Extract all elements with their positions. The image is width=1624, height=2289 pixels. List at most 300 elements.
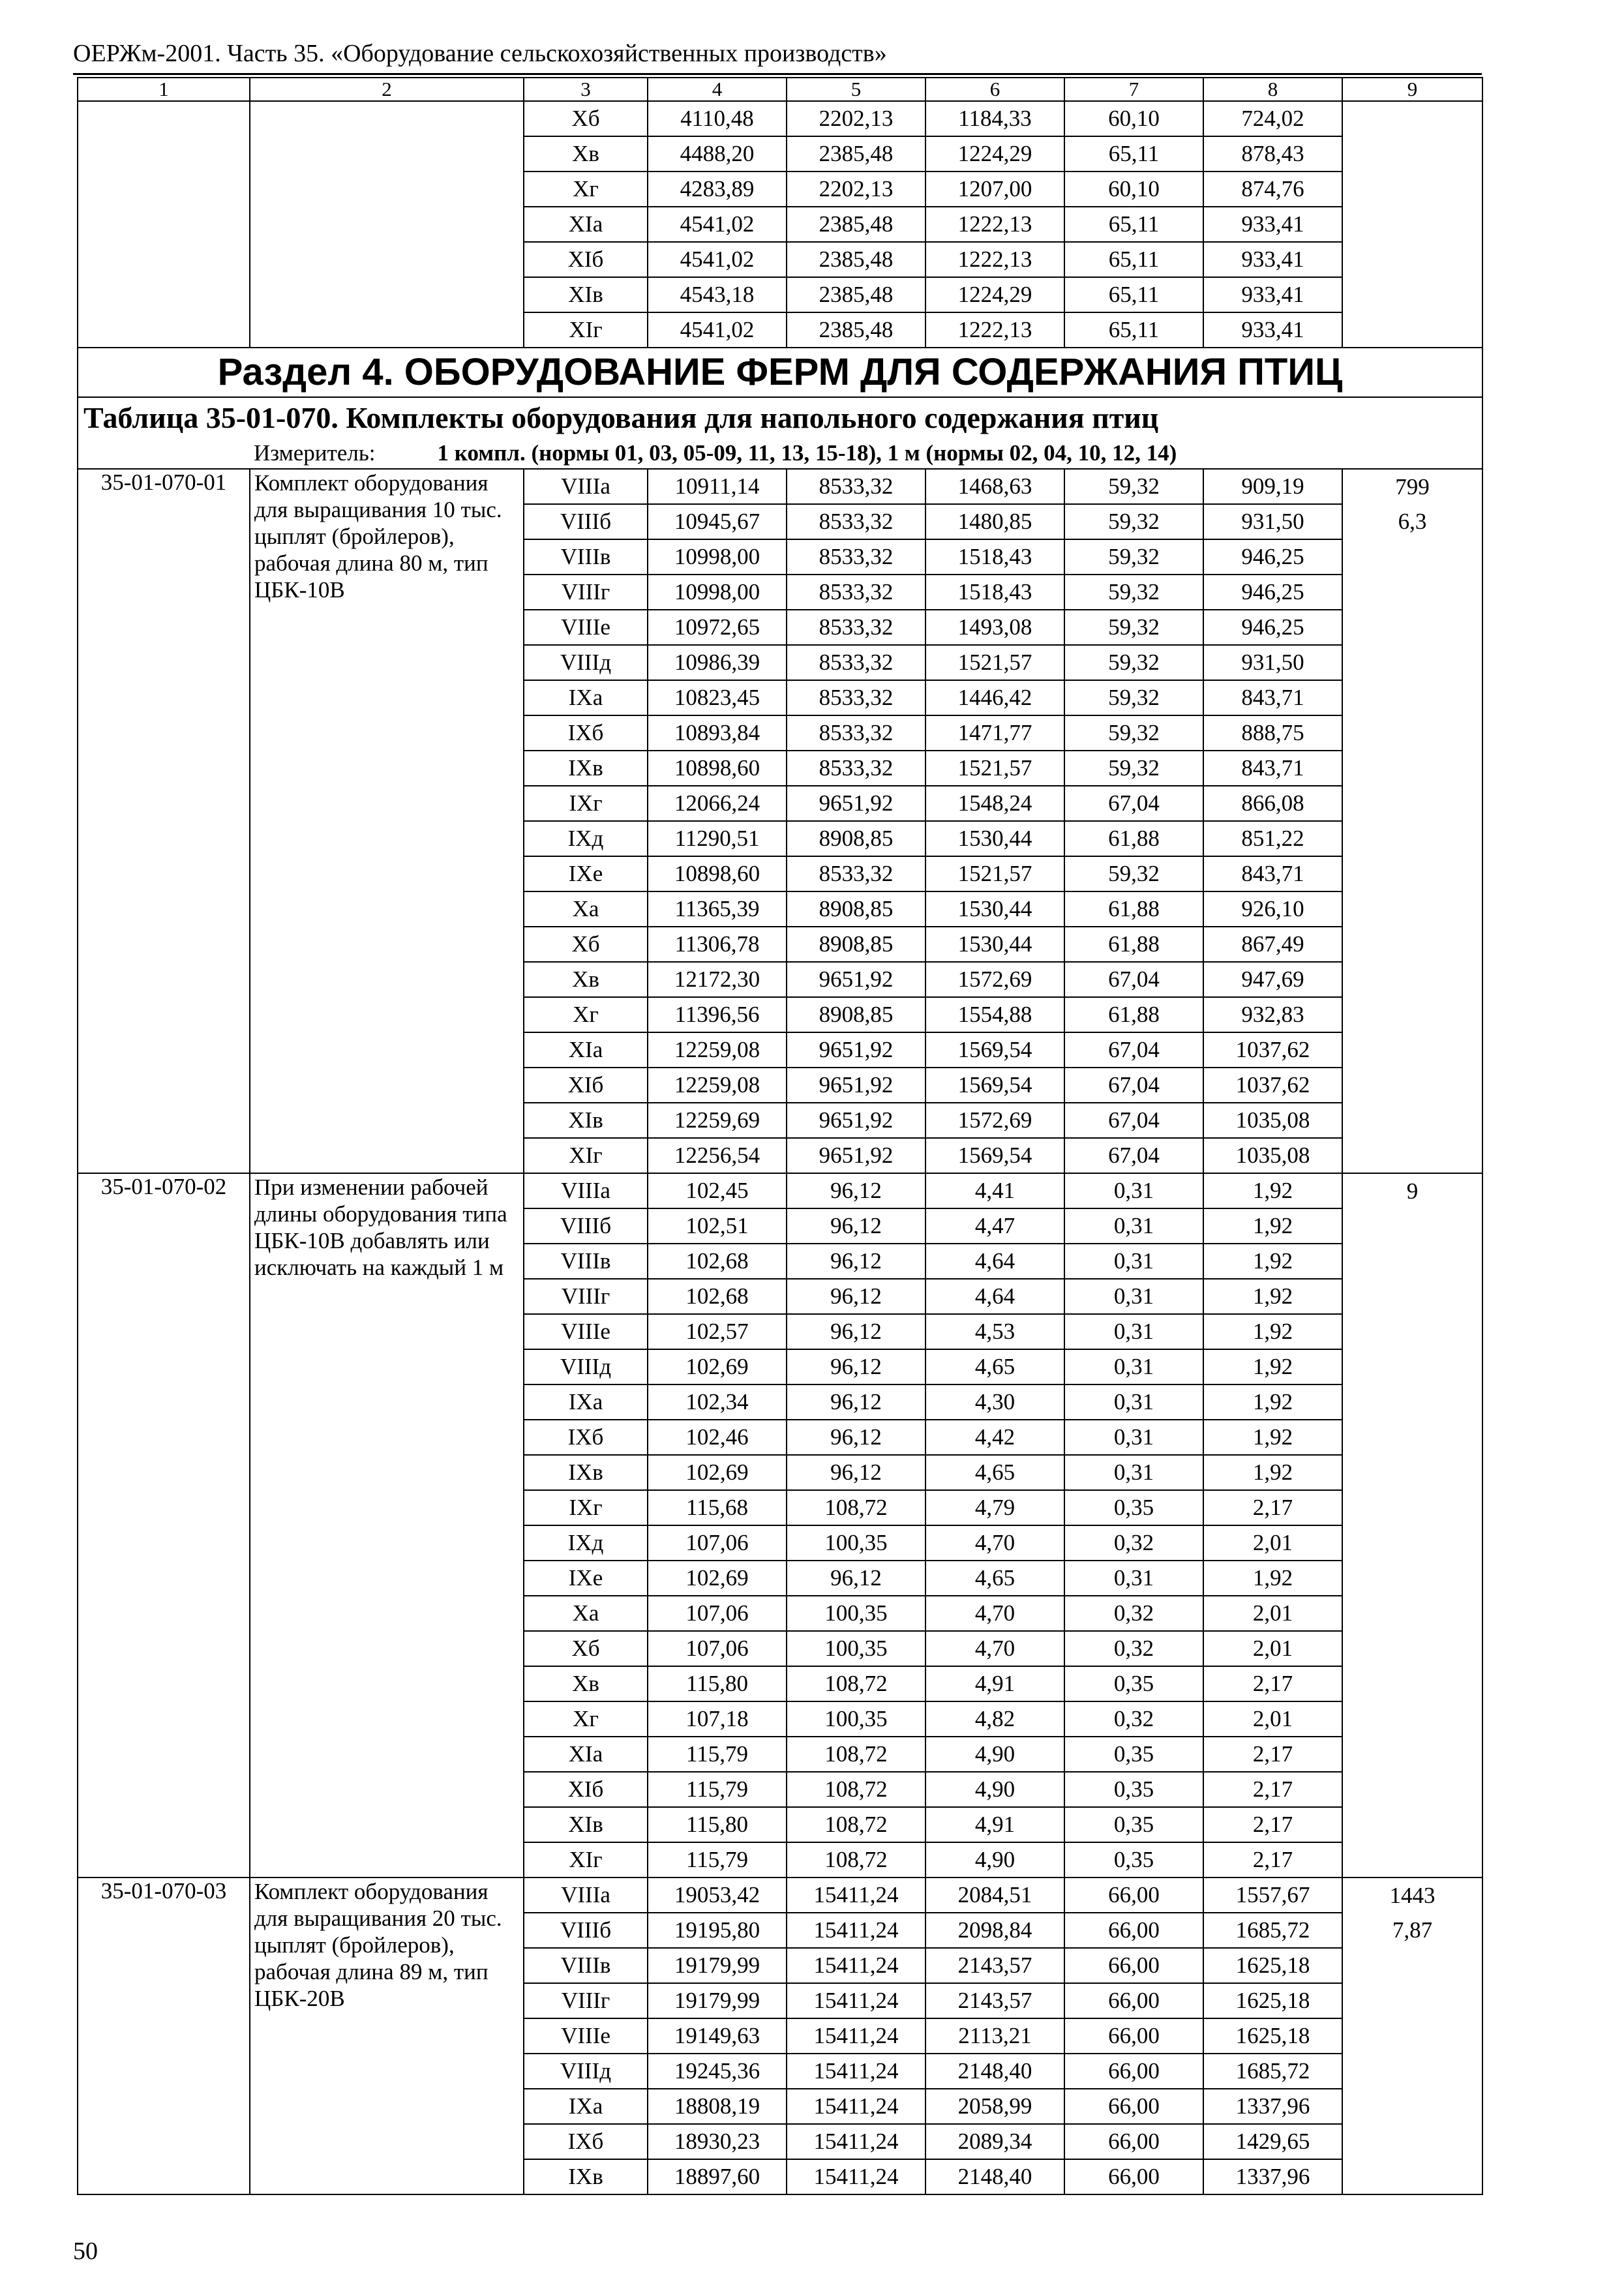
zone-cell: VIIIб [524,1208,648,1244]
value-cell: 0,32 [1064,1596,1203,1631]
zone-cell: ХIг [524,1842,648,1878]
value-cell: 102,46 [648,1420,787,1455]
norm-description: Комплект оборудования для выращивания 10 тыс. цыплят (бройлеров), рабочая длина 80 м, тип ЦБК-10В [250,469,524,1173]
norm-col9 [1342,1173,1482,1878]
table-row [78,101,1482,136]
zone-cell: ХIв [524,277,648,312]
column-number-row [78,78,1482,101]
value-cell: 1572,69 [925,1103,1064,1138]
value-cell: 108,72 [787,1772,925,1807]
value-cell: 1569,54 [925,1138,1064,1173]
value-cell: 108,72 [787,1490,925,1525]
value-cell: 96,12 [787,1349,925,1384]
value-cell: 2,17 [1203,1666,1342,1701]
value-cell: 8533,32 [787,751,925,786]
value-cell: 843,71 [1203,751,1342,786]
value-cell: 59,32 [1064,751,1203,786]
value-cell: 1518,43 [925,575,1064,610]
zone-cell: Хг [524,997,648,1032]
zone-cell: VIIIг [524,575,648,610]
value-cell: 102,69 [648,1561,787,1596]
value-cell: 1,92 [1203,1173,1342,1208]
value-cell: 100,35 [787,1701,925,1737]
value-cell: 4,70 [925,1631,1064,1666]
zone-cell: Хг [524,172,648,207]
column-number: 2 [250,78,524,101]
value-cell: 4,90 [925,1737,1064,1772]
value-cell: 59,32 [1064,539,1203,575]
value-cell: 4,30 [925,1384,1064,1420]
value-cell: 12066,24 [648,786,787,821]
value-cell: 19195,80 [648,1913,787,1948]
value-cell: 15411,24 [787,1878,925,1913]
value-cell: 9651,92 [787,962,925,997]
value-cell: 4541,02 [648,242,787,277]
value-cell: 1521,57 [925,856,1064,891]
zone-cell: Хв [524,962,648,997]
value-cell: 2143,57 [925,1983,1064,2018]
value-cell: 2385,48 [787,207,925,242]
value-cell: 843,71 [1203,856,1342,891]
zone-cell: IХе [524,856,648,891]
value-cell: 19245,36 [648,2054,787,2089]
table-row [78,469,1482,504]
value-cell: 2084,51 [925,1878,1064,1913]
zone-cell: IХа [524,1384,648,1420]
value-cell: 10911,14 [648,469,787,504]
zone-cell: IХб [524,1420,648,1455]
value-cell: 10898,60 [648,751,787,786]
norm-col9 [1342,1878,1482,2194]
value-cell: 67,04 [1064,1032,1203,1068]
zone-cell: IХд [524,821,648,856]
zone-cell: VIIIа [524,1173,648,1208]
value-cell: 1222,13 [925,312,1064,348]
column-number: 4 [648,78,787,101]
value-cell: 10998,00 [648,539,787,575]
value-cell: 1530,44 [925,821,1064,856]
value-cell: 59,32 [1064,575,1203,610]
value-cell: 0,31 [1064,1561,1203,1596]
value-cell: 15411,24 [787,2159,925,2194]
value-cell: 1222,13 [925,207,1064,242]
value-cell: 2202,13 [787,101,925,136]
norm-code: 35-01-070-03 [78,1878,250,2194]
value-cell: 115,79 [648,1842,787,1878]
zone-cell: ХIб [524,242,648,277]
value-cell: 4,42 [925,1420,1064,1455]
zone-cell: Хг [524,1701,648,1737]
value-cell: 1,92 [1203,1420,1342,1455]
value-cell: 932,83 [1203,997,1342,1032]
value-cell: 15411,24 [787,1913,925,1948]
value-cell: 9651,92 [787,1068,925,1103]
value-cell: 878,43 [1203,136,1342,172]
value-cell: 59,32 [1064,680,1203,715]
value-cell: 67,04 [1064,962,1203,997]
value-cell: 874,76 [1203,172,1342,207]
value-cell: 10898,60 [648,856,787,891]
value-cell: 8533,32 [787,715,925,751]
value-cell: 1685,72 [1203,2054,1342,2089]
running-header: ОЕРЖм-2001. Часть 35. «Оборудование сельскохозяйственных производств» [73,40,887,67]
value-cell: 96,12 [787,1208,925,1244]
value-cell: 0,32 [1064,1525,1203,1561]
value-cell: 19179,99 [648,1948,787,1983]
value-cell: 4543,18 [648,277,787,312]
value-cell: 2058,99 [925,2089,1064,2124]
value-cell: 107,06 [648,1631,787,1666]
value-cell: 19149,63 [648,2018,787,2054]
value-cell: 108,72 [787,1807,925,1842]
value-cell: 66,00 [1064,2159,1203,2194]
value-cell: 67,04 [1064,1138,1203,1173]
zone-cell: Хб [524,101,648,136]
value-cell: 0,31 [1064,1208,1203,1244]
value-cell: 4,64 [925,1279,1064,1314]
value-cell: 1446,42 [925,680,1064,715]
value-cell: 2,17 [1203,1737,1342,1772]
value-cell: 946,25 [1203,575,1342,610]
value-cell: 65,11 [1064,277,1203,312]
value-cell: 1224,29 [925,277,1064,312]
value-cell: 102,69 [648,1349,787,1384]
value-cell: 19053,42 [648,1878,787,1913]
value-cell: 0,35 [1064,1772,1203,1807]
value-cell: 18897,60 [648,2159,787,2194]
value-cell: 1,92 [1203,1244,1342,1279]
value-cell: 2148,40 [925,2054,1064,2089]
value-cell: 4,65 [925,1455,1064,1490]
value-cell: 4,90 [925,1772,1064,1807]
value-cell: 2,01 [1203,1701,1342,1737]
value-cell: 102,68 [648,1244,787,1279]
value-cell: 102,34 [648,1384,787,1420]
table-title-row [78,397,1482,438]
value-cell: 0,35 [1064,1737,1203,1772]
value-cell: 10972,65 [648,610,787,645]
zone-cell: VIIIе [524,2018,648,2054]
value-cell: 15411,24 [787,2124,925,2159]
value-cell: 100,35 [787,1631,925,1666]
value-cell: 59,32 [1064,610,1203,645]
norm-description: Комплект оборудования для выращивания 20 тыс. цыплят (бройлеров), рабочая длина 89 м, тип ЦБК-20В [250,1878,524,2194]
value-cell: 1530,44 [925,891,1064,927]
value-cell: 4,70 [925,1596,1064,1631]
value-cell: 4,65 [925,1561,1064,1596]
value-cell: 59,32 [1064,645,1203,680]
value-cell: 8533,32 [787,539,925,575]
section-title: Раздел 4. ОБОРУДОВАНИЕ ФЕРМ ДЛЯ СОДЕРЖАНИЯ ПТИЦ [78,348,1482,397]
value-cell: 2,01 [1203,1596,1342,1631]
column-number: 8 [1203,78,1342,101]
measure-cell [78,438,1482,469]
value-cell: 96,12 [787,1561,925,1596]
zone-cell: VIIIд [524,2054,648,2089]
value-cell: 2113,21 [925,2018,1064,2054]
value-cell: 67,04 [1064,1068,1203,1103]
measure-value: 1 компл. (нормы 01, 03, 05-09, 11, 13, 15-18), 1 м (нормы 02, 04, 10, 12, 14) [437,440,1177,466]
value-cell: 1530,44 [925,927,1064,962]
value-cell: 4,90 [925,1842,1064,1878]
norms-table-body [78,78,1482,2194]
zone-cell: ХIг [524,312,648,348]
value-cell: 8533,32 [787,680,925,715]
value-cell: 4,53 [925,1314,1064,1349]
value-cell: 60,10 [1064,172,1203,207]
page-number: 50 [73,2237,98,2265]
value-cell: 66,00 [1064,2124,1203,2159]
value-cell: 15411,24 [787,2018,925,2054]
value-cell: 1,92 [1203,1349,1342,1384]
value-cell: 4,47 [925,1208,1064,1244]
value-cell: 2148,40 [925,2159,1064,2194]
value-cell: 1625,18 [1203,1948,1342,1983]
value-cell: 59,32 [1064,856,1203,891]
value-cell: 0,31 [1064,1173,1203,1208]
zone-cell: Хб [524,1631,648,1666]
value-cell: 2,17 [1203,1842,1342,1878]
value-cell: 1035,08 [1203,1138,1342,1173]
norm-code: 35-01-070-02 [78,1173,250,1878]
value-cell: 61,88 [1064,821,1203,856]
section-row [78,348,1482,397]
value-cell: 1,92 [1203,1561,1342,1596]
value-cell: 1518,43 [925,539,1064,575]
value-cell: 867,49 [1203,927,1342,962]
value-cell: 15411,24 [787,2054,925,2089]
value-cell: 8908,85 [787,891,925,927]
value-cell: 888,75 [1203,715,1342,751]
column-number: 5 [787,78,925,101]
value-cell: 65,11 [1064,312,1203,348]
value-cell: 66,00 [1064,2054,1203,2089]
value-cell: 8533,32 [787,504,925,539]
value-cell: 15411,24 [787,1948,925,1983]
value-cell: 933,41 [1203,207,1342,242]
col9-value: 6,3 [1398,509,1427,534]
norms-table [77,77,1483,2195]
value-cell: 4,91 [925,1807,1064,1842]
value-cell: 1471,77 [925,715,1064,751]
value-cell: 59,32 [1064,469,1203,504]
zone-cell: ХIв [524,1103,648,1138]
value-cell: 107,06 [648,1596,787,1631]
value-cell: 0,31 [1064,1455,1203,1490]
value-cell: 15411,24 [787,1983,925,2018]
value-cell: 933,41 [1203,312,1342,348]
zone-cell: IХб [524,715,648,751]
value-cell: 0,31 [1064,1349,1203,1384]
zone-cell: Хв [524,136,648,172]
value-cell: 115,80 [648,1666,787,1701]
value-cell: 8533,32 [787,645,925,680]
zone-cell: IХг [524,786,648,821]
value-cell: 2,01 [1203,1525,1342,1561]
zone-cell: Ха [524,1596,648,1631]
value-cell: 96,12 [787,1455,925,1490]
zone-cell: IХа [524,680,648,715]
value-cell: 4,82 [925,1701,1064,1737]
description-cell [250,101,524,348]
zone-cell: VIIIг [524,1279,648,1314]
value-cell: 931,50 [1203,504,1342,539]
norm-col9 [1342,469,1482,1173]
column-number: 3 [524,78,648,101]
value-cell: 1337,96 [1203,2089,1342,2124]
value-cell: 0,31 [1064,1384,1203,1420]
value-cell: 1521,57 [925,751,1064,786]
value-cell: 66,00 [1064,1948,1203,1983]
value-cell: 2202,13 [787,172,925,207]
value-cell: 2143,57 [925,1948,1064,1983]
value-cell: 10986,39 [648,645,787,680]
value-cell: 12256,54 [648,1138,787,1173]
value-cell: 11306,78 [648,927,787,962]
value-cell: 1037,62 [1203,1068,1342,1103]
value-cell: 0,32 [1064,1631,1203,1666]
value-cell: 1625,18 [1203,2018,1342,2054]
value-cell: 18930,23 [648,2124,787,2159]
value-cell: 96,12 [787,1314,925,1349]
value-cell: 115,68 [648,1490,787,1525]
value-cell: 100,35 [787,1596,925,1631]
col9-value: 7,87 [1392,1917,1433,1943]
value-cell: 102,57 [648,1314,787,1349]
value-cell: 115,79 [648,1737,787,1772]
value-cell: 4541,02 [648,207,787,242]
value-cell: 2,17 [1203,1807,1342,1842]
value-cell: 4,65 [925,1349,1064,1384]
value-cell: 1521,57 [925,645,1064,680]
value-cell: 0,35 [1064,1666,1203,1701]
value-cell: 851,22 [1203,821,1342,856]
value-cell: 102,51 [648,1208,787,1244]
value-cell: 0,32 [1064,1701,1203,1737]
value-cell: 2385,48 [787,242,925,277]
zone-cell: ХIв [524,1807,648,1842]
value-cell: 10945,67 [648,504,787,539]
value-cell: 926,10 [1203,891,1342,927]
value-cell: 100,35 [787,1525,925,1561]
zone-cell: Хв [524,1666,648,1701]
zone-cell: ХIг [524,1138,648,1173]
value-cell: 10893,84 [648,715,787,751]
zone-cell: VIIIб [524,1913,648,1948]
column-number: 9 [1342,78,1482,101]
value-cell: 8533,32 [787,610,925,645]
value-cell: 2385,48 [787,277,925,312]
value-cell: 10998,00 [648,575,787,610]
zone-cell: IХг [524,1490,648,1525]
value-cell: 9651,92 [787,1103,925,1138]
col9-value: 9 [1406,1178,1419,1204]
table-row [78,1878,1482,1913]
value-cell: 12172,30 [648,962,787,997]
value-cell: 4283,89 [648,172,787,207]
value-cell: 724,02 [1203,101,1342,136]
value-cell: 61,88 [1064,997,1203,1032]
value-cell: 8908,85 [787,821,925,856]
value-cell: 2,01 [1203,1631,1342,1666]
value-cell: 67,04 [1064,1103,1203,1138]
value-cell: 1184,33 [925,101,1064,136]
value-cell: 2089,34 [925,2124,1064,2159]
value-cell: 115,79 [648,1772,787,1807]
value-cell: 9651,92 [787,1138,925,1173]
value-cell: 61,88 [1064,927,1203,962]
value-cell: 931,50 [1203,645,1342,680]
value-cell: 12259,08 [648,1068,787,1103]
value-cell: 0,31 [1064,1314,1203,1349]
value-cell: 65,11 [1064,242,1203,277]
value-cell: 12259,08 [648,1032,787,1068]
value-cell: 1557,67 [1203,1878,1342,1913]
value-cell: 909,19 [1203,469,1342,504]
value-cell: 2,17 [1203,1772,1342,1807]
value-cell: 866,08 [1203,786,1342,821]
value-cell: 11396,56 [648,997,787,1032]
zone-cell: ХIа [524,1032,648,1068]
value-cell: 933,41 [1203,242,1342,277]
value-cell: 108,72 [787,1737,925,1772]
value-cell: 1,92 [1203,1314,1342,1349]
value-cell: 8533,32 [787,575,925,610]
zone-cell: VIIIе [524,610,648,645]
value-cell: 1572,69 [925,962,1064,997]
value-cell: 2098,84 [925,1913,1064,1948]
value-cell: 4541,02 [648,312,787,348]
value-cell: 0,31 [1064,1279,1203,1314]
value-cell: 115,80 [648,1807,787,1842]
zone-cell: VIIIе [524,1314,648,1349]
header-rule [73,73,1482,75]
value-cell: 8908,85 [787,997,925,1032]
value-cell: 108,72 [787,1842,925,1878]
value-cell: 0,35 [1064,1807,1203,1842]
value-cell: 1207,00 [925,172,1064,207]
value-cell: 1685,72 [1203,1913,1342,1948]
value-cell: 66,00 [1064,1983,1203,2018]
zone-cell: VIIIв [524,1244,648,1279]
zone-cell: VIIIв [524,539,648,575]
value-cell: 1,92 [1203,1208,1342,1244]
value-cell: 1429,65 [1203,2124,1342,2159]
value-cell: 59,32 [1064,504,1203,539]
zone-cell: ХIб [524,1068,648,1103]
value-cell: 843,71 [1203,680,1342,715]
value-cell: 11290,51 [648,821,787,856]
value-cell: 2,17 [1203,1490,1342,1525]
norm-description: При изменении рабочей длины оборудования типа ЦБК-10В добавлять или исключать на каждый 1 м [250,1173,524,1878]
value-cell: 96,12 [787,1279,925,1314]
zone-cell: VIIIа [524,1878,648,1913]
col9-cell [1342,101,1482,348]
value-cell: 1554,88 [925,997,1064,1032]
value-cell: 4,41 [925,1173,1064,1208]
zone-cell: Ха [524,891,648,927]
value-cell: 1037,62 [1203,1032,1342,1068]
value-cell: 946,25 [1203,610,1342,645]
value-cell: 1337,96 [1203,2159,1342,2194]
value-cell: 96,12 [787,1384,925,1420]
value-cell: 61,88 [1064,891,1203,927]
table-title: Таблица 35-01-070. Комплекты оборудования для напольного содержания птиц [78,397,1482,438]
value-cell: 9651,92 [787,1032,925,1068]
value-cell: 11365,39 [648,891,787,927]
zone-cell: IХд [524,1525,648,1561]
value-cell: 933,41 [1203,277,1342,312]
